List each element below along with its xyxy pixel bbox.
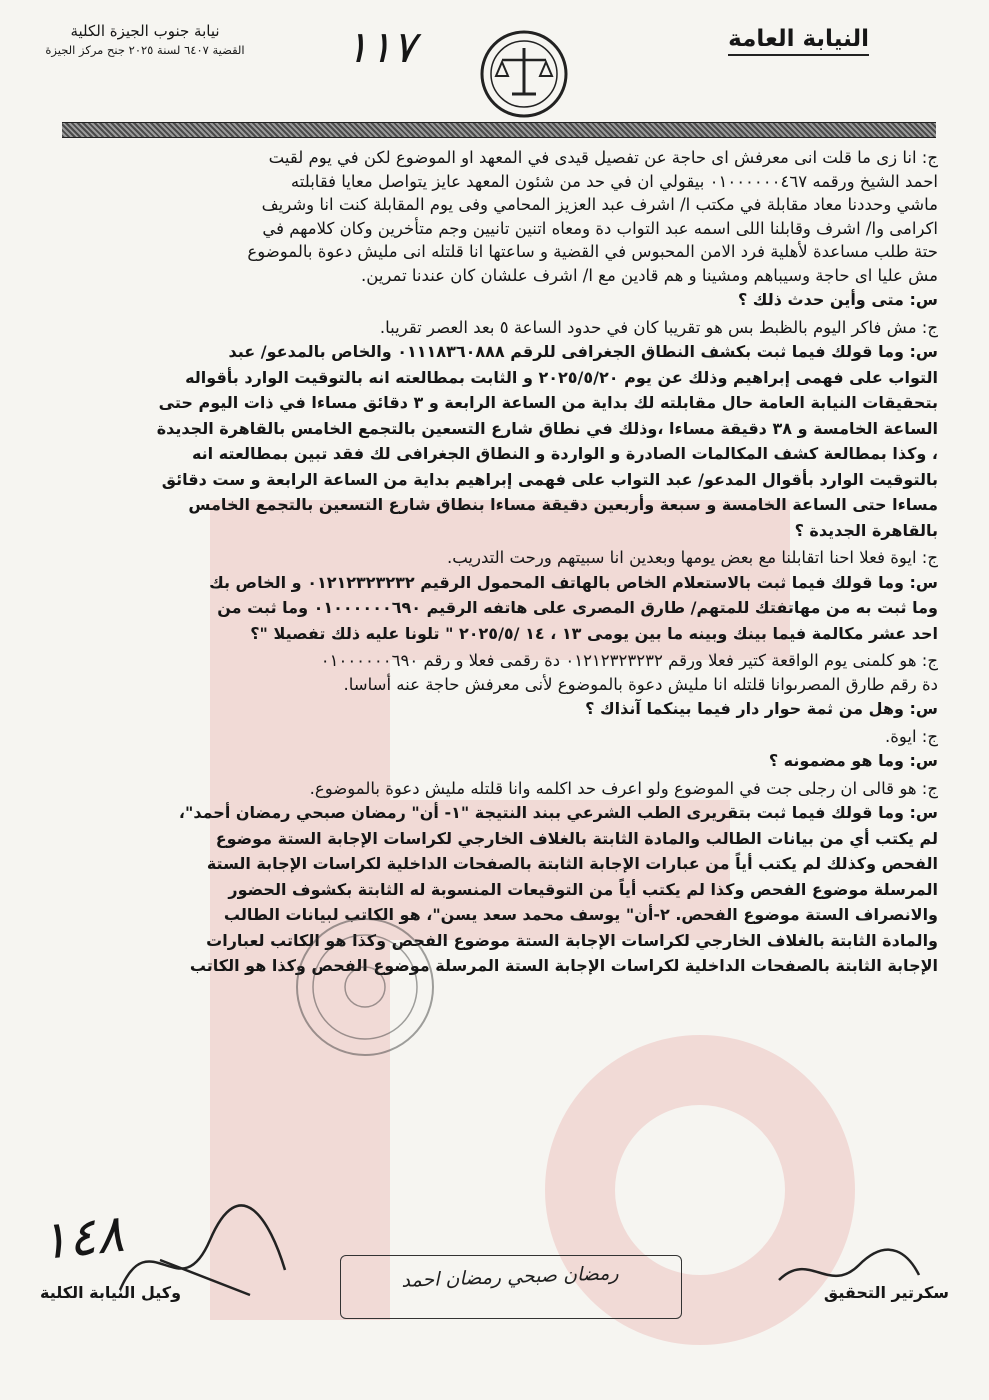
answer-line: ج: مش فاكر اليوم بالظبط بس هو تقريبا كان في حدود الساعة ٥ بعد العصر تقريبا. — [379, 317, 938, 337]
witness-signature: رمضان صبحي رمضان احمد — [401, 1262, 619, 1292]
question-line: ، وكذا بمطالعة كشف المكالمات الصادرة و الواردة و النطاق الجغرافى لك فقد تبين بمطالعته انه — [191, 444, 938, 463]
question-line: والمادة الثابتة بالغلاف الخارجي لكراسات الإجابة الستة موضوع الفحص وكذا هو الكاتب لعبارات — [206, 930, 938, 950]
question-line: التواب على فهمى إبراهيم وذلك عن يوم ٢٠٢٥/٥/٢٠ و الثابت بمطالعته انه بالتوقيت الوارد بأقواله — [185, 367, 938, 387]
question-line: س: وما قولك فيما ثبت بكشف النطاق الجغرافى للرقم ٠١١١٨٣٦٠٨٨٨ والخاص بالمدعو/ عبد — [228, 342, 938, 361]
question-line: س: وما هو مضمونه ؟ — [768, 751, 938, 770]
question-line: احد عشر مكالمة فيما بينك وبينه ما بين يومى ١٣ ، ١٤ /٢٠٢٥/٥ " تلونا عليه ذلك تفصيلا "؟ — [250, 623, 938, 643]
answer-line: اكرامى وا/ اشرف وقابلنا اللى اسمه عبد التواب دة ومعاه اتنين تانيين وجم متأخرين وكان كلامهم في — [262, 218, 938, 238]
case-reference: القضية ٦٤٠٧ لسنة ٢٠٢٥ جنح مركز الجيزة — [45, 43, 245, 57]
office-block — [30, 22, 260, 57]
answer-line: ج: ايوة فعلا احنا اتقابلنا مع بعض يومها وبعدين انا سبيتهم ورحت التدريب. — [446, 548, 938, 567]
question-line: لم يكتب أي من بيانات الطالب والمادة الثابتة بالغلاف الخارجي لكراسات الإجابة الستة موضوع — [215, 828, 938, 848]
answer-line: ج: ايوة. — [884, 726, 938, 746]
secretary-label: سكرتير التحقيق — [823, 1283, 949, 1302]
answer-line: ج: هو قالى ان رجلى جت في الموضوع ولو اعرف حد اكلمه وانا قلتله مليش دعوة بالموضوع. — [309, 778, 938, 798]
answer-line: حتة طلب مساعدة لأهلية فرد الامن المحبوس في القضية و ساعتها انا قلتله انى مليش دعوة بالموضوع — [247, 242, 938, 261]
question-line: الفحص وكذلك لم يكتب أياً من عبارات الإجابة الثابتة بالصفحات الداخلية لكراسات الإجابة الستة — [206, 854, 938, 873]
question-line: بالقاهرة الجديدة ؟ — [794, 520, 938, 540]
answer-line: ج: هو كلمنى يوم الواقعة كتير فعلا ورقم ٠١٢١٢٣٢٣٢٣٢ دة رقمى فعلا و رقم ٠١٠٠٠٠٠٠٦٩٠ — [320, 651, 938, 670]
question-line: مساءا حتى الساعة الخامسة و سبعة وأربعين دقيقة مساءا بنطاق شارع التسعين بالتجمع الخامس — [188, 495, 938, 514]
page-mark: ١٤٨ — [37, 1203, 127, 1273]
justice-scales-seal-icon — [478, 28, 570, 120]
question-line: بالتوقيت الوارد بأقوال المدعو/ عبد التواب على فهمى إبراهيم بداية من الساعة الرابعة و ست دقائق — [161, 469, 938, 489]
question-line: المرسلة موضوع الفحص وكذا لم يكتب أياً من التوقيعات المنسوبة له الثابتة بكشوف الحضور — [228, 879, 938, 899]
office-name: نيابة جنوب الجيزة الكلية — [70, 22, 220, 40]
question-line: س: وما قولك فيما ثبت بتقريرى الطب الشرعي ببند النتيجة "١- أن" رمضان صبحي رمضان أحمد"، — [178, 803, 938, 822]
header-divider — [62, 122, 936, 138]
question-line: س: وهل من ثمة حوار دار فيما بينكما آنذاك ؟ — [585, 699, 938, 718]
question-line: وما ثبت به من مهاتفتك للمتهم/ طارق المصرى على هاتفه الرقيم ٠١٠٠٠٠٠٠٦٩٠ وما ثبت من — [217, 598, 938, 617]
answer-line: احمد الشيخ ورقمه ٠١٠٠٠٠٠٠٤٦٧ بيقولي ان في حد من شئون المعهد عايز يتواصل معايا فقابلته — [290, 171, 938, 191]
page-number: ١١٧ — [345, 22, 416, 73]
prosecutor-label: وكيل النيابة الكلية — [40, 1283, 182, 1302]
question-line: بتحقيقات النيابة العامة حال مقابلته لك بداية من الساعة الرابعة و ٣ دقائق مساءا في ذات اليوم حتى — [158, 393, 938, 412]
answer-line: مش عليا اى حاجة وسيباهم ومشينا و هم قادين مع ا/ اشرف علشان كان عندنا تمرين. — [361, 265, 938, 285]
answer-line: دة رقم طارق المصرىوانا قلتله انا مليش دعوة بالموضوع لأنى معرفش حاجة عنه أساسا. — [343, 674, 938, 694]
answer-line: ماشي وحددنا معاد مقابلة في مكتب ا/ اشرف عبد العزيز المحامي وفى يوم المقابلة كنت انا وشريف — [261, 195, 938, 214]
prosecutor-signature-icon — [100, 1200, 300, 1320]
question-line: الساعة الخامسة و ٣٨ دقيقة مساءا ،وذلك في نطاق شارع التسعين بالتجمع الخامس بالقاهرة الجديدة — [156, 418, 938, 438]
circular-stamp-icon — [290, 912, 440, 1062]
transcript-body — [38, 146, 938, 979]
question-line: والانصراف الستة موضوع الفحص. ٢-أن" يوسف محمد سعد يسن"، هو الكاتب لبيانات الطالب — [223, 905, 938, 924]
org-title: النيابة العامة — [728, 26, 869, 52]
question-line: الإجابة الثابتة بالصفحات الداخلية لكراسات الإجابة الستة المرسلة موضوع الفحص وكذا هو الكاتب — [189, 956, 938, 975]
question-line: س: متى وأين حدث ذلك ؟ — [737, 290, 938, 309]
answer-line: ج: انا زى ما قلت انى معرفش اى حاجة عن تفصيل قيدى في المعهد او الموضوع لكن في يوم لقيت — [268, 148, 938, 167]
question-line: س: وما قولك فيما ثبت بالاستعلام الخاص بالهاتف المحمول الرقيم ٠١٢١٢٣٢٣٢٣٢ و الخاص بك — [209, 572, 938, 592]
